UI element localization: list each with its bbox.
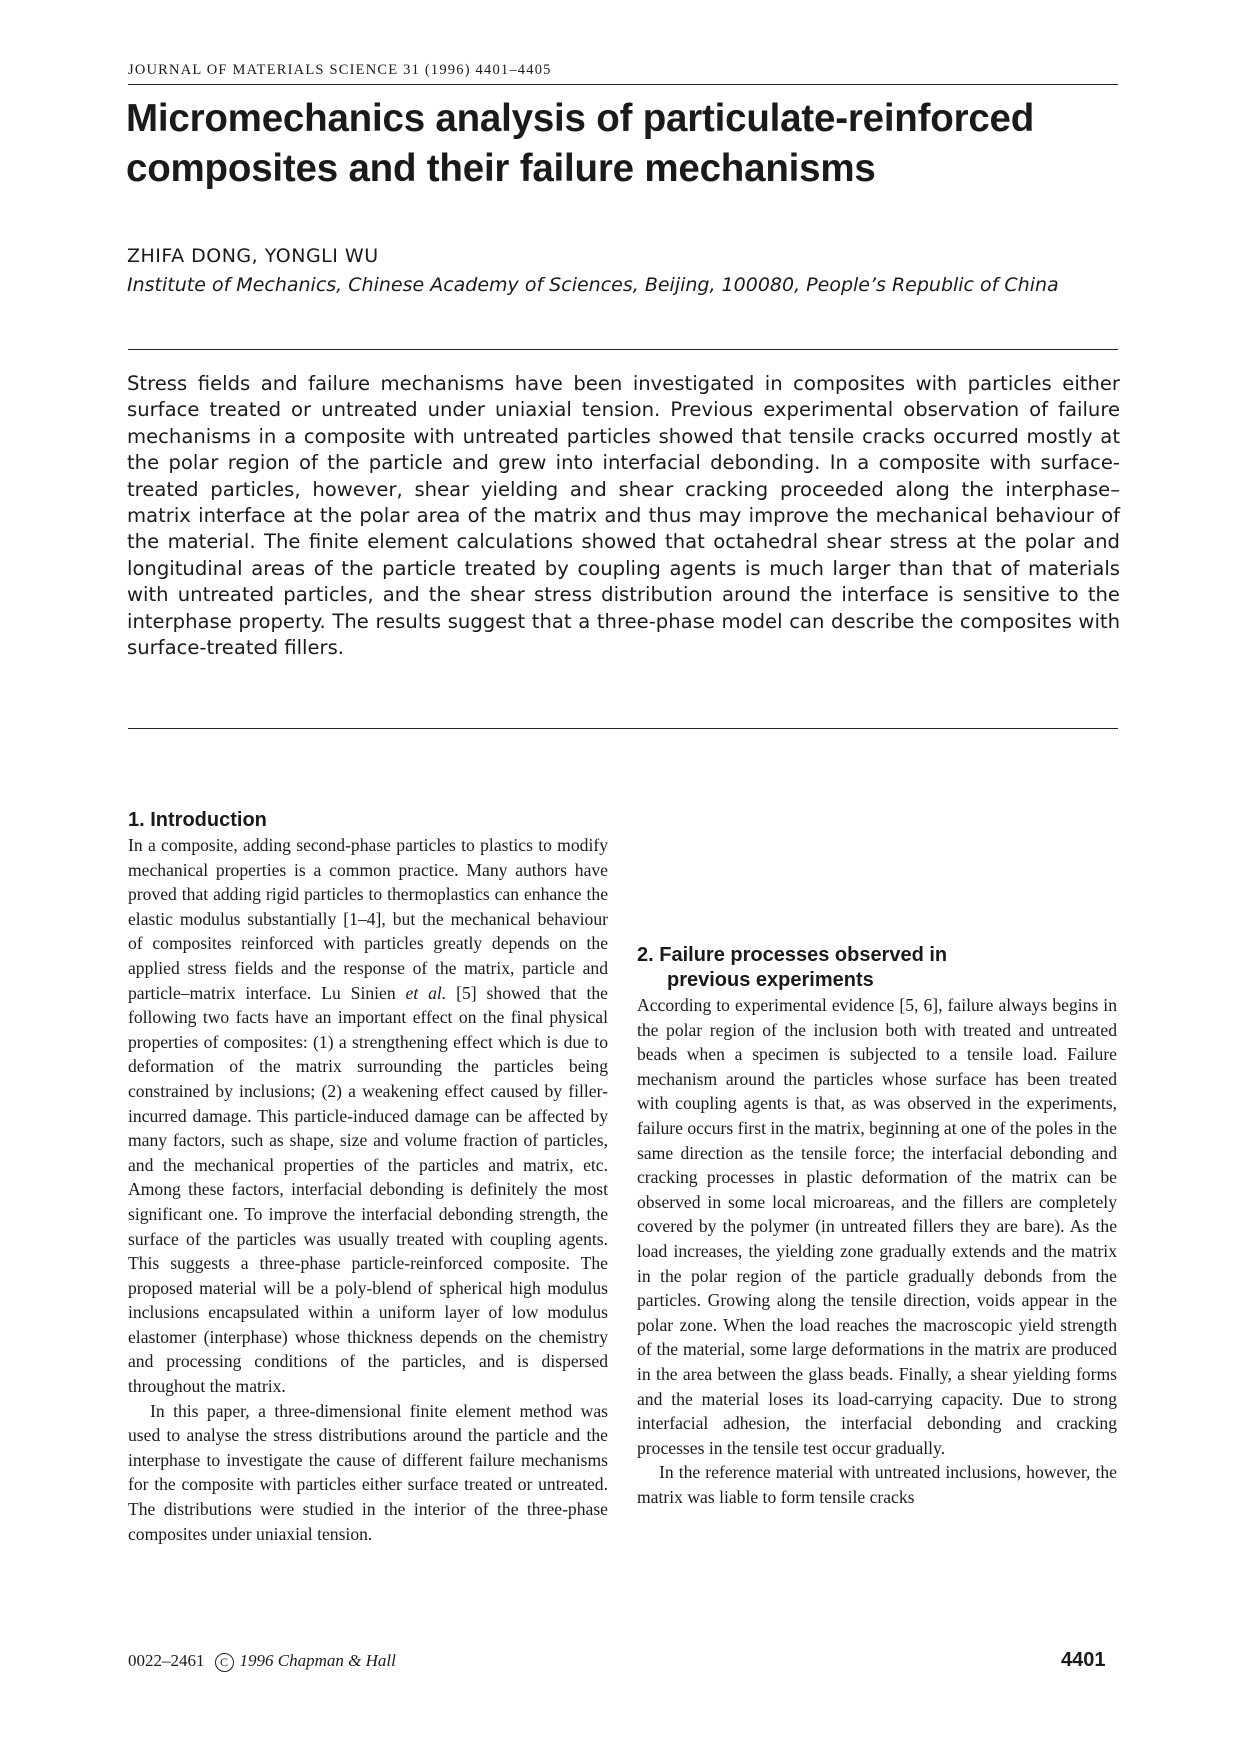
paper-title: Micromechanics analysis of particulate-reinforced composites and their failure mechanisms [126, 97, 1035, 190]
section-1-heading: 1. Introduction [128, 809, 267, 831]
et-al: et al. [405, 982, 447, 1003]
copyright-icon: C [215, 1653, 234, 1672]
abstract: Stress fields and failure mechanisms have been investigated in composites with particles either surface treated or untreated under uniaxial tension. Previous experimental observation of failure mechanisms in a composite with untreated particles showed that tensile cracks occurred mostly at the polar region of the particle and grew into interfacial debonding. In a composite with surface-treated particles, however, shear yielding and shear cracking proceeded along the interphase–matrix interface at the polar area of the matrix and thus may improve the mechanical behaviour of the material. The finite element calculations showed that octahedral shear stress at the polar and longitudinal areas of the particle treated by coupling agents is much larger than that of materials with untreated particles, and the shear stress distribution around the interface is sensitive to the interphase property. The results suggest that a three-phase model can describe the composites with surface-treated fillers. [127, 372, 1120, 660]
continued-text-spacer [637, 808, 1117, 906]
section-2-paragraph-1: According to experimental evidence [5, 6], failure always begins in the polar region of the inclusion both with treated and untreated beads when a specimen is subjected to a tensile load. Failure mechanism around the particles whose surface has been treated with coupling agents is that, as was observed in the experiments, failure occurs first in the matrix, beginning at one of the poles in the same direction as the tensile force; the interfacial debonding and cracking processes in plastic deformation of the matrix can be observed in some local microareas, and the fillers are completely covered by the polymer (in untreated fillers they are bare). As the load increases, the yielding zone gradually extends and the matrix in the polar region of the particle gradually debonds from the particles. Growing along the tensile direction, voids appear in the polar zone. When the load reaches the macroscopic yield strength of the material, some large deformations in the matrix are produced in the area between the glass beads. Finally, a shear yielding forms and the material loses its load-carrying capacity. Due to strong interfacial adhesion, the interfacial debonding and cracking processes in the tensile test occur gradually. [637, 995, 1117, 1458]
section-1-paragraph-1-text-b: [5] showed that the following two facts have an important effect on the final physical properties of composites: (1) a strengthening effect which is due to deformation of the matrix surrounding the particles being constrained by inclusions; (2) a weakening effect caused by filler-incurred damage. This particle-induced damage can be affected by many factors, such as shape, size and volume fraction of particles, and the mechanical properties of the particles and matrix, etc. Among these factors, interfacial debonding is definitely the most significant one. To improve the interfacial debonding strength, the surface of the particles was usually treated with coupling agents. This suggests a three-phase particle-reinforced composite. The proposed material will be a poly-blend of spherical high modulus inclusions encapsulated within a uniform layer of low modulus elastomer (interphase) whose thickness depends on the chemistry and processing conditions of the particles, and is dispersed throughout the matrix. [128, 982, 608, 1397]
section-1-paragraph-2: In this paper, a three-dimensional finite element method was used to analyse the stress distributions around the particle and the interphase to investigate the cause of different failure mechanisms for the composite with particles either surface treated or untreated. The distributions were studied in the interior of the three-phase composites under uniaxial tension. [128, 1400, 608, 1544]
publisher: 1996 Chapman & Hall [239, 1651, 396, 1670]
page-number: 4401 [1061, 1649, 1106, 1671]
section-1-paragraph-1 [128, 833, 608, 1399]
abstract-top-rule [128, 349, 1118, 350]
section-2-heading-line-2: previous experiments [667, 969, 874, 991]
section-1-paragraph-1-text-a: In a composite, adding second-phase particles to plastics to modify mechanical properties is a common practice. Many authors have proved that adding rigid particles to thermoplastics can enhance the elastic modulus substantially [1–4], but the mechanical behaviour of composites reinforced with particles greatly depends on the applied stress fields and the response of the matrix, particle and particle–matrix interface. Lu Sinien [128, 835, 608, 1003]
abstract-bottom-rule [128, 728, 1118, 729]
affiliation: Institute of Mechanics, Chinese Academy of Sciences, Beijing, 100080, People’s Republic of China [127, 274, 1059, 296]
footer [128, 1651, 396, 1672]
section-2-heading-line-1: 2. Failure processes observed in [637, 944, 948, 966]
authors: ZHIFA DONG, YONGLI WU [127, 245, 379, 267]
left-column [128, 808, 608, 1546]
right-column [637, 808, 1117, 1509]
section-2-heading [637, 943, 1117, 993]
section-2-paragraph-2: In the reference material with untreated inclusions, however, the matrix was liable to form tensile cracks [637, 1462, 1117, 1507]
running-head: JOURNAL OF MATERIALS SCIENCE 31 (1996) 4401–4405 [128, 62, 1118, 85]
journal-code: 0022–2461 [128, 1651, 205, 1670]
